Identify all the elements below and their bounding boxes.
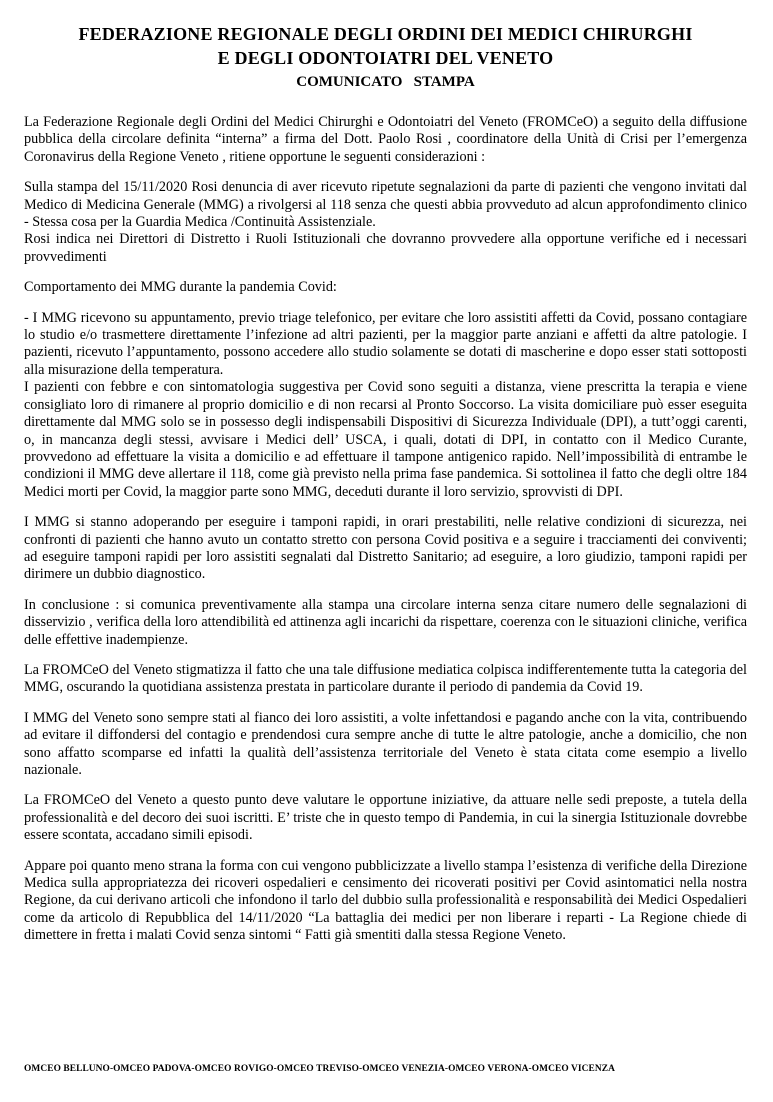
title-line-2: E DEGLI ODONTOIATRI DEL VENETO <box>217 48 554 68</box>
paragraph-hospital-checks: Appare poi quanto meno strana la forma con cui vengono pubblicizzate a livello stampa l’esistenza di verifiche della Direzione Medica sulla appropriatezza dei ricoveri ospedalieri e censimento dei ricoverati positivi per Covid asintomatici nella nostra Regione, da cui derivano articoli che infondono il tarlo del dubbio sulla professionalità e responsabilità dei Medici Ospedalieri come da articolo di Repubblica del 14/11/2020 “La battaglia dei medici per non liberare i reparti - La Regione chiede di dimettere in fretta i malati Covid senza sintomi “ Fatti già smentiti dalla stessa Regione Veneto. <box>24 857 747 944</box>
paragraph-conclusion: In conclusione : si comunica preventivamente alla stampa una circolare interna senza citare numero delle segnalazioni di disservizio , verifica della loro attendibilità ed attinenza agli incarichi da rispettare, coerenza con le situazioni cliniche, verifica delle effettive inadempienze. <box>24 596 747 648</box>
document-header <box>24 22 747 92</box>
paragraph-alongside-patients: I MMG del Veneto sono sempre stati al fianco dei loro assistiti, a volte infettandosi e pagando anche con la vita, contribuendo ad evitare il diffondersi del contagio e prendendosi cura sempre anche di tutte le altre patologie, anche a domicilio, che non sono affatto scomparse ed infatti la qualità dell’assistenza territoriale del Veneto è stata citata come esempio a livello nazionale. <box>24 709 747 778</box>
paragraph-stigmatize: La FROMCeO del Veneto stigmatizza il fatto che una tale diffusione mediatica colpisca indifferentemente tutta la categoria del MMG, oscurando la quotidiana assistenza prestata in particolare durante il periodo di pandemia da Covid 19. <box>24 661 747 696</box>
section-heading-behaviour: Comportamento dei MMG durante la pandemia Covid: <box>24 279 337 296</box>
paragraph-directors: Rosi indica nei Direttori di Distretto i Ruoli Istituzionali che dovranno provvedere alla opportune verifiche ed i necessari provvedimenti <box>24 231 747 265</box>
paragraph-rapid-tests: I MMG si stanno adoperando per eseguire i tamponi rapidi, in orari prestabiliti, nelle relative condizioni di sicurezza, nei confronti di pazienti che hanno avuto un contatto stretto con persona Covid positiva e a seguire i tracciamenti dei conviventi; ad eseguire tamponi rapidi per loro assistiti segnalati dal Distretto Sanitario; ad eseguire, a loro giudizio, tamponi rapidi per dirimere un dubbio diagnostico. <box>24 514 747 583</box>
title-line-1: FEDERAZIONE REGIONALE DEGLI ORDINI DEI MEDICI CHIRURGHI <box>78 24 693 44</box>
paragraph-appointments: - I MMG ricevono su appuntamento, previo triage telefonico, per evitare che loro assistiti affetti da Covid, possano contagiare lo studio e/o trasmettere direttamente l’infezione ad altri pazienti, per la maggior parte anziani e affetti da altre patologie. I pazienti, ricevuto l’appuntamento, possono accedere allo studio solamente se dotati di mascherine e dopo esser stati sottoposti alla misurazione della temperatura. <box>24 309 747 378</box>
paragraph-intro: La Federazione Regionale degli Ordini del Medici Chirurghi e Odontoiatri del Veneto (FROMCeO) a seguito della diffusione pubblica della circolare definita “interna” a firma del Dott. Paolo Rosi , coordinatore della Unità di Crisi per l’emergenza Coronavirus della Regione Veneto , ritiene opportune le seguenti considerazioni : <box>24 114 747 165</box>
paragraph-initiatives: La FROMCeO del Veneto a questo punto deve valutare le opportune iniziative, da attuare nelle sedi preposte, a tutela della professionalità e del decoro dei suoi iscritti. E’ triste che in questo tempo di Pandemia, in cui la sinergia Istituzionale dovrebbe essere scontata, accadano simili episodi. <box>24 792 747 844</box>
paragraph-remote-care: I pazienti con febbre e con sintomatologia suggestiva per Covid sono seguiti a distanza, viene prescritta la terapia e viene consigliato loro di rimanere al proprio domicilio e di non recarsi al Pronto Soccorso. La visita domiciliare può esser eseguita direttamente dal MMG solo se in possesso degli indispensabili Dispositivi di Sicurezza Individuale (DPI), a tutt’oggi carenti, o, in mancanza degli stessi, avvisare i Medici dell’ USCA, i quali, dotati di DPI, in contatto con il Medico Curante, provvedono ad effettuare la visita a domicilio e ad effettuare il tampone antigenico rapido. Nell’impossibilità di entrambe le condizioni il MMG deve allertare il 118, come già previsto nella prima fase pandemica. Si sottolinea il fatto che degli oltre 184 Medici morti per Covid, la maggior parte sono MMG, deceduti durante il loro servizio, sprovvisti di DPI. <box>24 379 747 500</box>
document-body <box>24 114 747 945</box>
paragraph-press-report: Sulla stampa del 15/11/2020 Rosi denuncia di aver ricevuto ripetute segnalazioni da parte di pazienti che vengono invitati dal Medico di Medicina Generale (MMG) a rivolgersi al 118 senza che questi abbia provveduto ad alcun approfondimento clinico - Stessa cosa per la Guardia Medica /Continuità Assistenziale. <box>24 179 747 231</box>
document-subtitle: COMUNICATO STAMPA <box>296 74 475 90</box>
footer-orders-list: OMCEO BELLUNO-OMCEO PADOVA-OMCEO ROVIGO-OMCEO TREVISO-OMCEO VENEZIA-OMCEO VERONA-OMCEO VICENZA <box>24 1064 615 1074</box>
